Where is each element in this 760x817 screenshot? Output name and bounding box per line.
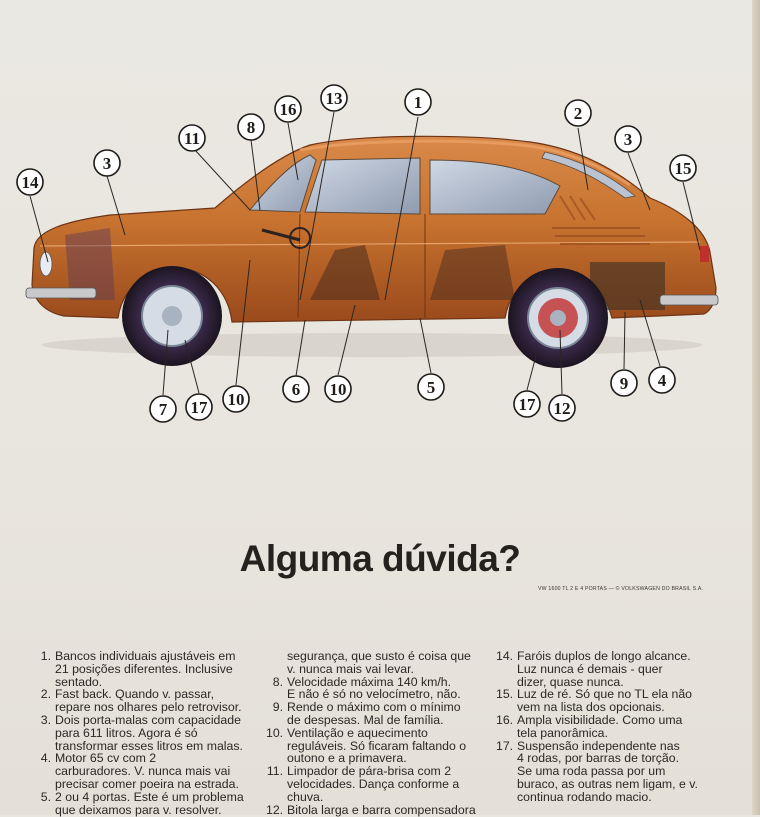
feature-number: 17. [496, 738, 514, 753]
feature-text [517, 714, 721, 740]
feature-text-line: 2 ou 4 portas. Este é um problema [55, 789, 244, 804]
feature-number: 9. [272, 700, 283, 715]
feature-text-line: chuva. [287, 789, 324, 804]
feature-text-line: sentado. [55, 674, 103, 689]
feature-text-line: Suspensão independente nas [517, 738, 680, 753]
feature-text [287, 727, 486, 765]
callout-4-number: 4 [657, 371, 667, 390]
feature-item [266, 804, 486, 817]
callout-9-number: 9 [619, 374, 629, 393]
rear-bumper [660, 295, 718, 305]
feature-column-1 [38, 650, 268, 816]
callout-7-number: 7 [158, 400, 168, 419]
callout-5-number: 5 [426, 378, 436, 397]
feature-text-line: velocidades. Dança conforme a [287, 776, 460, 791]
feature-text [287, 765, 486, 803]
feature-text-line: 21 posições diferentes. Inclusive [55, 661, 233, 676]
callout-14-number: 14 [21, 173, 39, 192]
feature-text-line: Motor 65 cv com 2 [55, 751, 157, 766]
feature-text-line: Se uma roda passa por um [517, 764, 666, 779]
feature-text-line: Ventilação e aquecimento [287, 725, 428, 740]
feature-text [517, 740, 721, 804]
feature-number: 11. [266, 764, 283, 779]
feature-text-line: outono e a primavera. [287, 751, 407, 766]
callout-11-number: 11 [183, 129, 201, 148]
feature-number: 5. [40, 789, 51, 804]
callout-3-rear-number: 3 [623, 130, 633, 149]
feature-item [496, 740, 721, 804]
feature-item [266, 727, 486, 765]
front-side-window [305, 158, 420, 214]
feature-text-line: para 611 litros. Agora é só [55, 725, 198, 740]
feature-number: 4. [40, 751, 51, 766]
feature-text-line: Luz nunca é demais - quer [517, 661, 663, 676]
feature-text [287, 701, 486, 727]
feature-number: 10. [266, 725, 284, 740]
callout-13-number: 13 [325, 89, 343, 108]
feature-text-line: dizer, quase nunca. [517, 674, 624, 689]
feature-column-2 [266, 650, 486, 816]
feature-item [496, 714, 721, 740]
callout-16-number: 16 [279, 100, 297, 119]
feature-text [55, 752, 268, 790]
callout-6-number: 6 [291, 380, 301, 399]
feature-text [517, 650, 721, 688]
feature-number: 1. [40, 649, 51, 663]
feature-text-line: E não é só no velocímetro, não. [287, 687, 461, 702]
feature-text-line: precisar comer poeira na estrada. [55, 776, 239, 791]
front-bumper [26, 288, 96, 298]
callout-10-rear-number: 10 [329, 380, 347, 399]
feature-number: 3. [40, 712, 51, 727]
callout-17-rear-number: 17 [518, 395, 536, 414]
headline: Alguma dúvida? [239, 538, 521, 579]
callout-1-number: 1 [413, 93, 423, 112]
feature-text [55, 791, 268, 817]
feature-text-line: de despesas. Mal de família. [287, 712, 444, 727]
feature-item [266, 676, 486, 702]
feature-text-line: Dois porta-malas com capacidade [55, 712, 241, 727]
feature-item [38, 688, 268, 714]
feature-text-line: Bancos individuais ajustáveis em [55, 649, 236, 663]
feature-text [55, 650, 268, 688]
feature-item [266, 765, 486, 803]
feature-text-line: Faróis duplos de longo alcance. [517, 649, 691, 663]
feature-column-3 [496, 650, 721, 804]
callout-10-front-number: 10 [227, 390, 245, 409]
feature-text [55, 688, 268, 714]
feature-text-line: transformar esses litros em malas. [55, 738, 243, 753]
feature-text-line: vem na lista dos opcionais. [517, 700, 665, 715]
feature-number: 16. [496, 712, 514, 727]
feature-number: 8. [272, 674, 283, 689]
callout-17-front-number: 17 [190, 398, 208, 417]
feature-text-line: Limpador de pára-brisa com 2 [287, 764, 452, 779]
feature-item [38, 650, 268, 688]
feature-text-line: Fast back. Quando v. passar, [55, 687, 215, 702]
feature-text [287, 676, 486, 702]
front-wheel [122, 266, 222, 366]
feature-item [38, 752, 268, 790]
feature-text-line: Velocidade máxima 140 km/h. [287, 674, 452, 689]
feature-text-line: carburadores. V. nunca mais vai [55, 764, 231, 779]
feature-number: 12. [266, 802, 284, 817]
callout-3-front-number: 3 [102, 154, 112, 173]
feature-item [496, 688, 721, 714]
feature-item [266, 701, 486, 727]
callout-12-number: 12 [553, 399, 571, 418]
feature-number: 2. [40, 687, 51, 702]
feature-item [496, 650, 721, 688]
feature-text-line: Rende o máximo com o mínimo [287, 700, 461, 715]
feature-text-line: que deixamos para v. resolver. [55, 802, 222, 817]
byline: VW 1600 TL 2 E 4 PORTAS — © VOLKSWAGEN DO BRASIL S.A. [538, 586, 704, 592]
feature-text [287, 804, 486, 817]
callout-15-number: 15 [674, 159, 692, 178]
feature-text-line: Bitola larga e barra compensadora [287, 802, 476, 817]
feature-item [38, 791, 268, 817]
feature-text-line: 4 rodas, por barras de torção. [517, 751, 679, 766]
feature-text [55, 714, 268, 752]
feature-number: 14. [496, 649, 514, 663]
callout-2-number: 2 [573, 104, 583, 123]
feature-text-line: continua rodando macio. [517, 789, 652, 804]
callout-8-number: 8 [246, 118, 256, 137]
feature-text-line: Luz de ré. Só que no TL ela não [517, 687, 693, 702]
feature-continuation-line: v. nunca mais vai levar. [287, 661, 414, 676]
feature-text [517, 688, 721, 714]
feature-text-line: buraco, as outras nem ligam, e v. [517, 776, 698, 791]
rear-wheel [508, 268, 608, 368]
feature-text-line: repare nos olhares pelo retrovisor. [55, 700, 242, 715]
feature-text-line: tela panorâmica. [517, 725, 608, 740]
feature-text-line: Ampla visibilidade. Como uma [517, 712, 683, 727]
feature-text-line: reguláveis. Só ficaram faltando o [287, 738, 467, 753]
feature-number: 15. [496, 687, 514, 702]
feature-item [38, 714, 268, 752]
feature-continuation-line: segurança, que susto é coisa que [287, 649, 471, 663]
tail-light [700, 246, 709, 262]
